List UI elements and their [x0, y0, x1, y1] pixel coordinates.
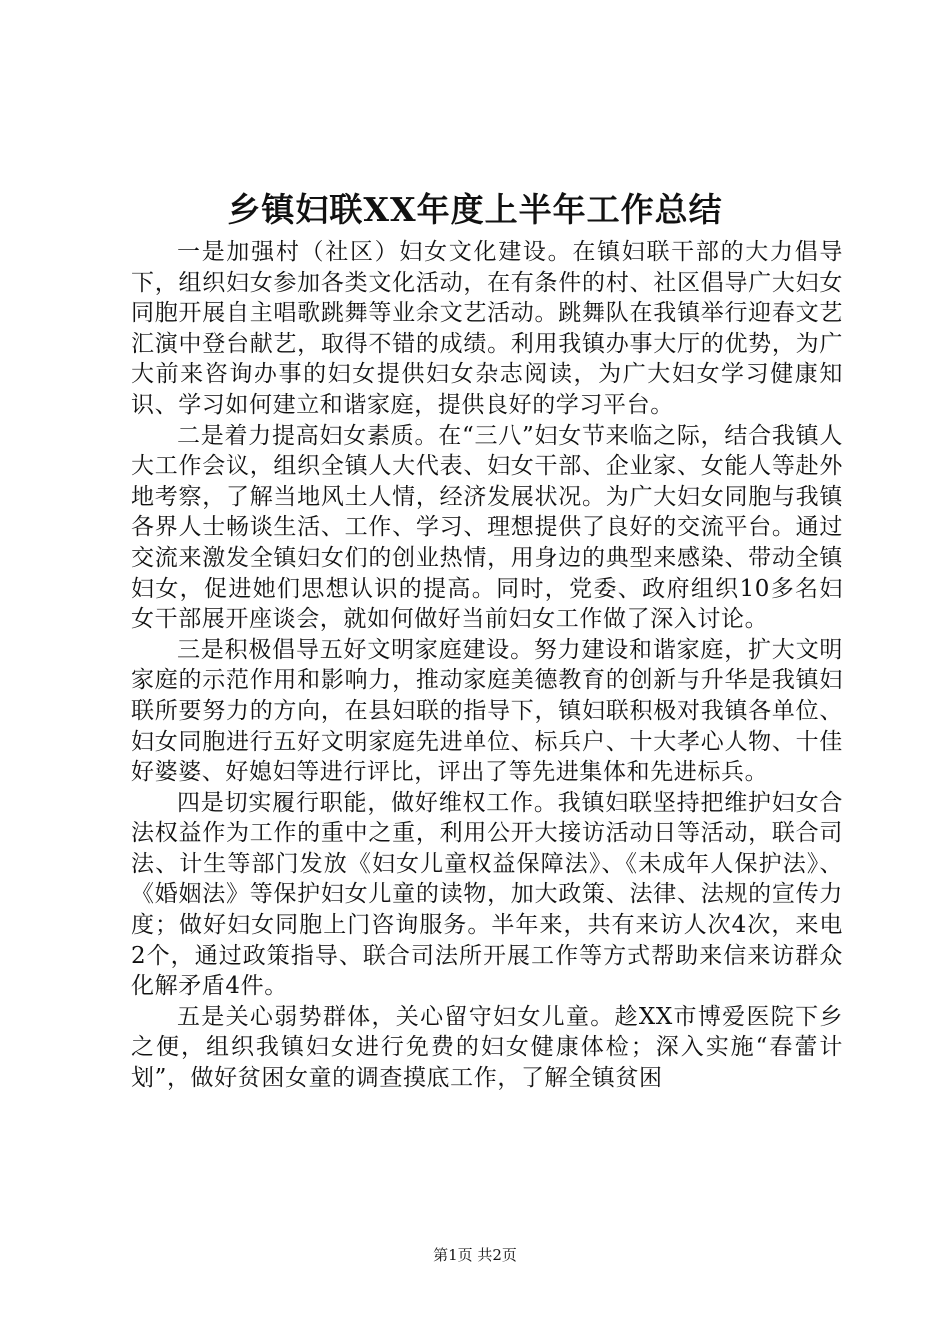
paragraph-1: 一是加强村（社区）妇女文化建设。在镇妇联干部的大力倡导下，组织妇女参加各类文化活动，在有条件的村、社区倡导广大妇女同胞开展自主唱歌跳舞等业余文艺活动。跳舞队在我镇举行迎春文艺汇演中登台献艺，取得不错的成绩。利用我镇办事大厅的优势，为广大前来咨询办事的妇女提供妇女杂志阅读，为广大妇女学习健康知识、学习如何建立和谐家庭，提供良好的学习平台。 — [131, 239, 843, 418]
paragraph-3: 三是积极倡导五好文明家庭建设。努力建设和谐家庭，扩大文明家庭的示范作用和影响力，推动家庭美德教育的创新与升华是我镇妇联所要努力的方向，在县妇联的指导下，镇妇联积极对我镇各单位、妇女同胞进行五好文明家庭先进单位、标兵户、十大孝心人物、十佳好婆婆、好媳妇等进行评比，评出了等先进集体和先进标兵。 — [131, 636, 843, 786]
paragraph-5: 五是关心弱势群体，关心留守妇女儿童。趁XX市博爱医院下乡之便，组织我镇妇女进行免费的妇女健康体检；深入实施“春蕾计划”，做好贫困女童的调查摸底工作，了解全镇贫困 — [131, 1003, 843, 1092]
paragraph-4: 四是切实履行职能，做好维权工作。我镇妇联坚持把维护妇女合法权益作为工作的重中之重，利用公开大接访活动日等活动，联合司法、计生等部门发放《妇女儿童权益保障法》、《未成年人保护法》、《婚姻法》等保护妇女儿童的读物，加大政策、法律、法规的宣传力度；做好妇女同胞上门咨询服务。半年来，共有来访人次4次，来电2个，通过政策指导、联合司法所开展工作等方式帮助来信来访群众化解矛盾4件。 — [131, 789, 843, 1000]
document-title: 乡镇妇联XX年度上半年工作总结 — [227, 190, 723, 229]
paragraph-2: 二是着力提高妇女素质。在“三八”妇女节来临之际，结合我镇人大工作会议，组织全镇人大代表、妇女干部、企业家、女能人等赴外地考察，了解当地风土人情，经济发展状况。为广大妇女同胞与我镇各界人士畅谈生活、工作、学习、理想提供了良好的交流平台。通过交流来激发全镇妇女们的创业热情，用身边的典型来感染、带动全镇妇女，促进她们思想认识的提高。同时，党委、政府组织10多名妇女干部展开座谈会，就如何做好当前妇女工作做了深入讨论。 — [131, 422, 843, 633]
document-body — [131, 237, 843, 1094]
page-footer: 第1页 共2页 — [433, 1246, 517, 1264]
